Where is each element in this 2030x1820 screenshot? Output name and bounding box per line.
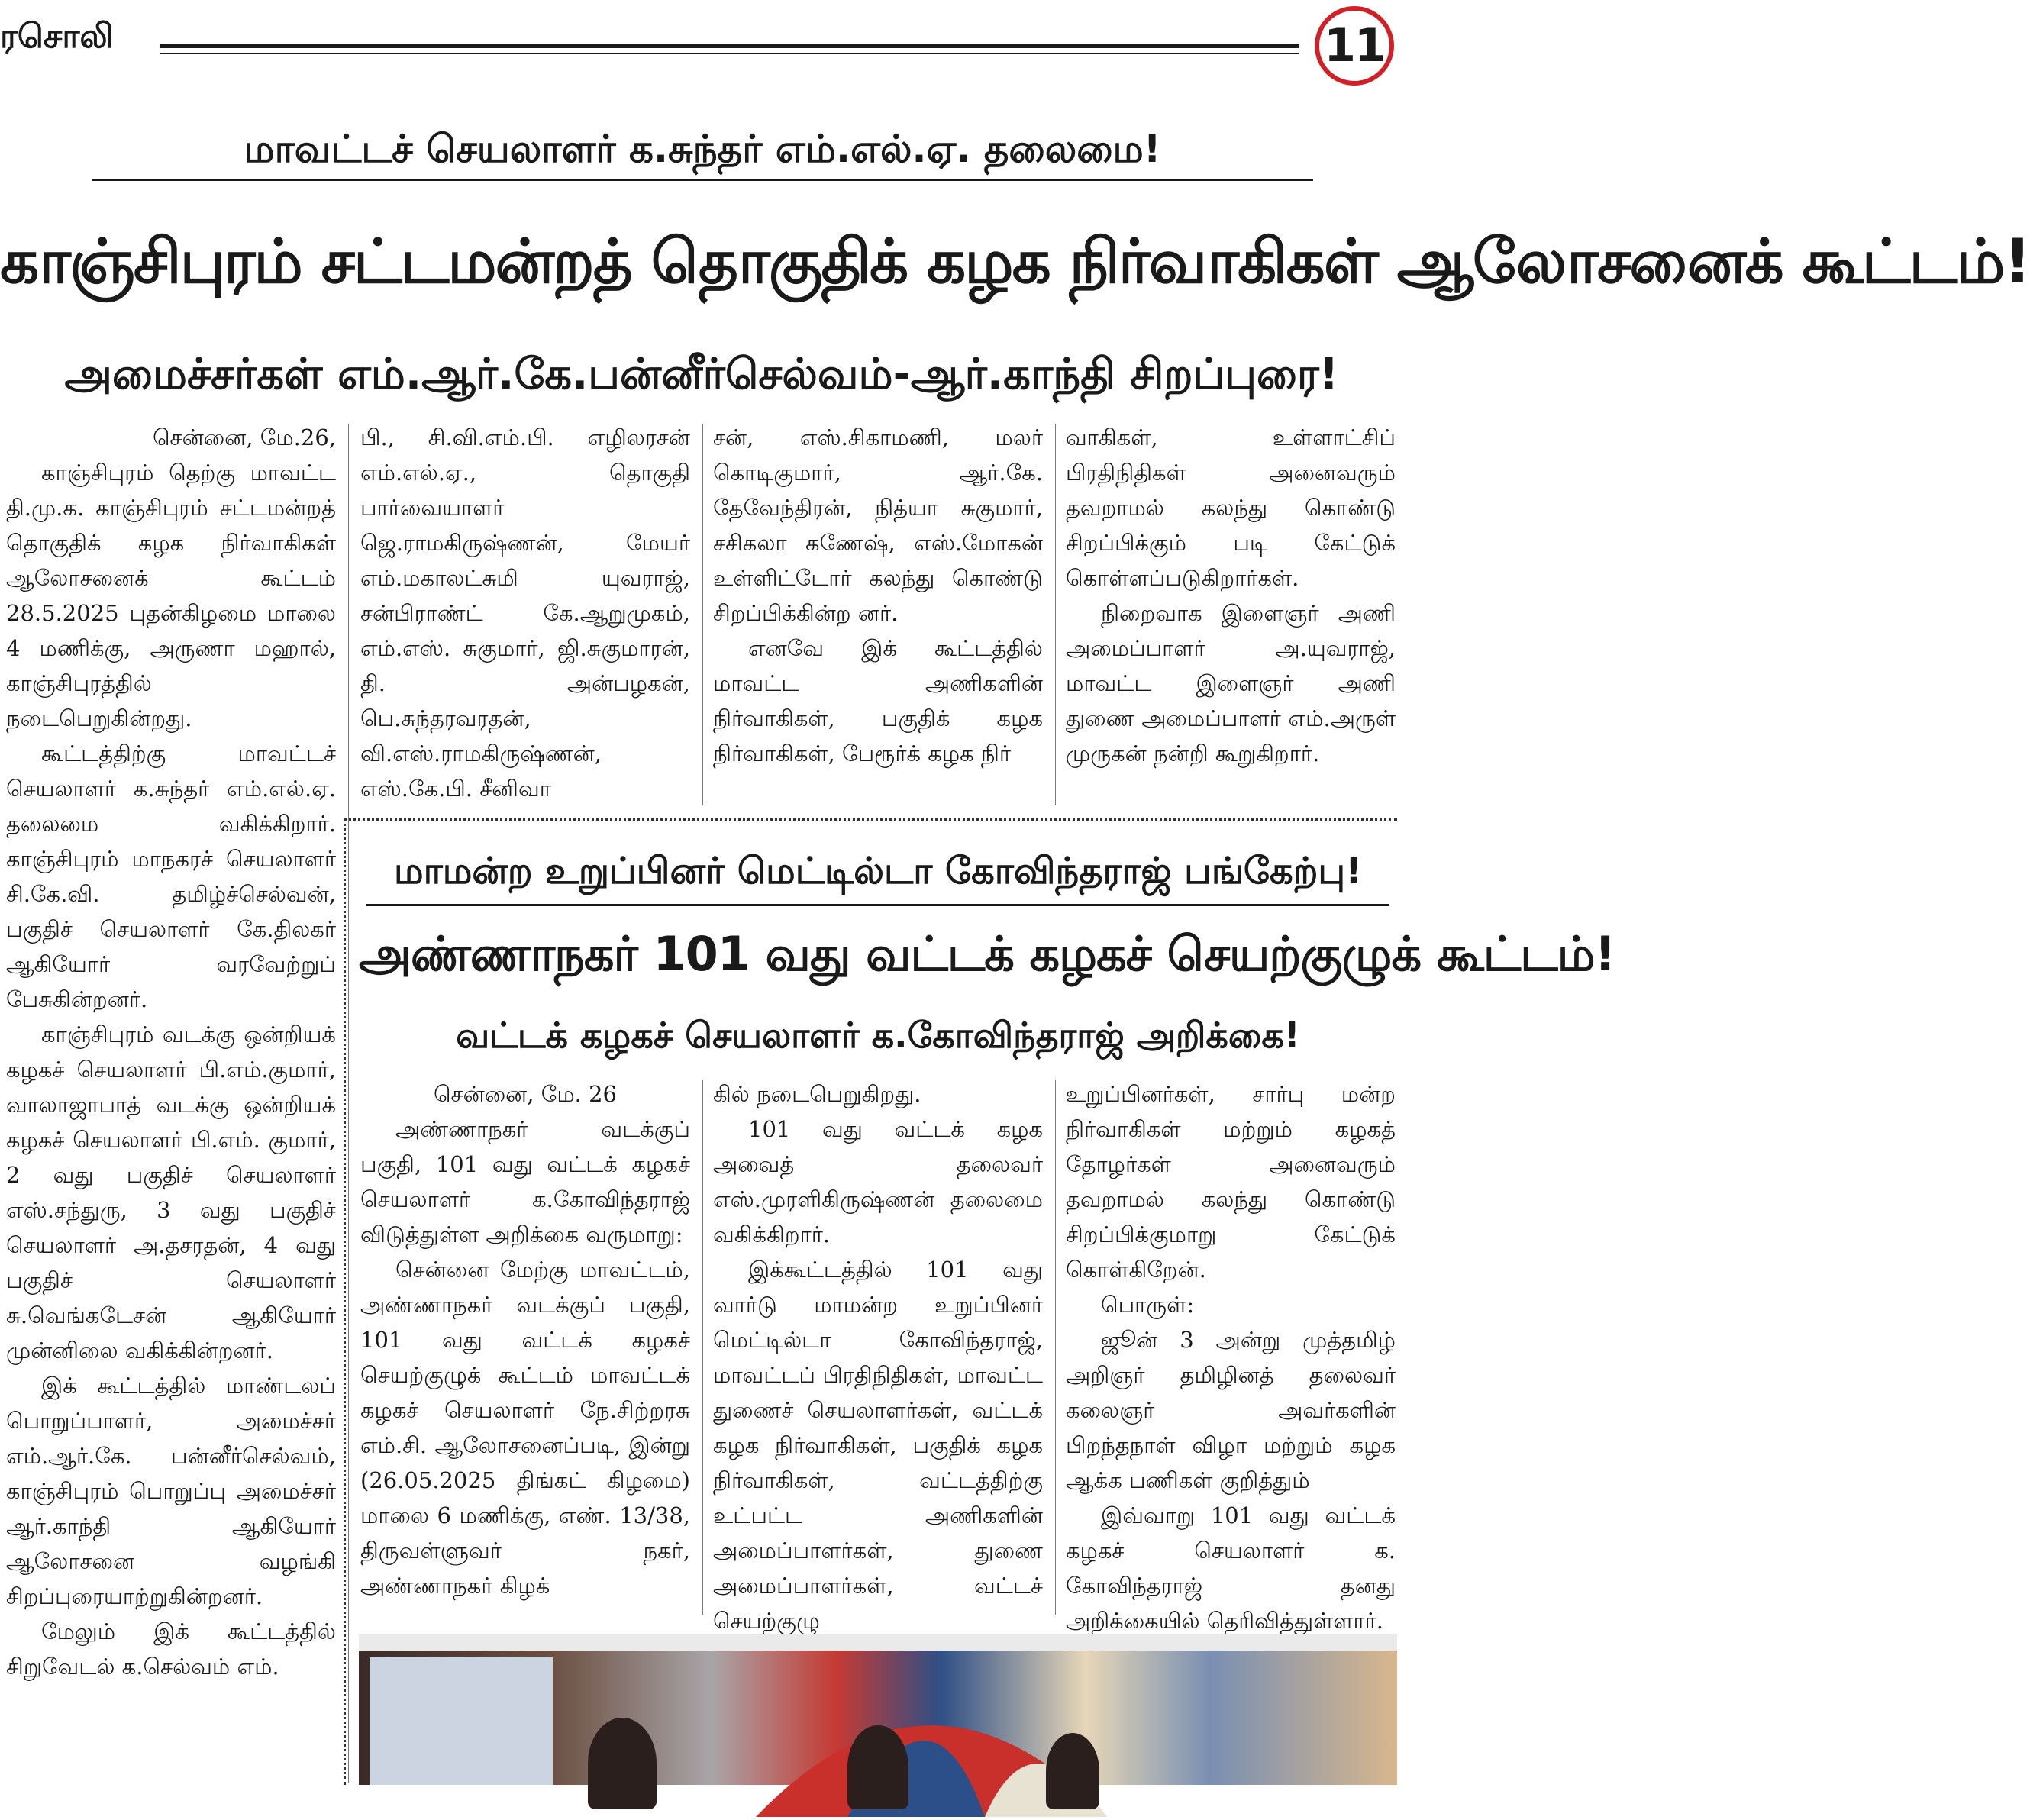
column-divider <box>1055 424 1056 805</box>
story2-dateline: சென்னை, மே. 26 <box>433 1081 617 1107</box>
paragraph: ஜூன் 3 அன்று முத்தமிழ் அறிஞர் தமிழினத் தலைவர் கலைஞர் அவர்களின் பிறந்தநாள் விழா மற்றும் கழக ஆக்க பணிகள் குறித்தும் <box>1066 1327 1396 1493</box>
story1-column-2 <box>360 420 690 809</box>
story2-border-left <box>344 818 346 1785</box>
story1-subhead: அமைச்சர்கள் எம்.ஆர்.கே.பன்னீர்செல்வம்-ஆர்.காந்தி சிறப்புரை! <box>64 350 1339 399</box>
paragraph: கில் நடைபெறுகிறது. <box>713 1081 921 1107</box>
paragraph: சன், எஸ்.சிகாமணி, மலர் கொடிகுமார், ஆர்.கே. தேவேந்திரன், நித்யா சுகுமார், சசிகலா கணேஷ், எஸ்.மோகன் உள்ளிட்டோர் கலந்து கொண்டு சிறப்பிக்கின்ற னர். <box>713 424 1043 626</box>
masthead-rule-thick <box>160 44 1299 48</box>
paragraph: இக்கூட்டத்தில் 101 வது வார்டு மாமன்ற உறுப்பினர் மெட்டில்டா கோவிந்தராஜ், மாவட்டப் பிரதிநிதிகள், மாவட்ட துணைச் செயலாளர்கள், வட்டக் கழக நிர்வாகிகள், பகுதிக் கழக நிர்வாகிகள், வட்டத்திற்கு உட்பட்ட அணிகளின் அமைப்பாளர்கள், துணை அமைப்பாளர்கள், வட்டச் செயற்குழு <box>713 1257 1043 1634</box>
story1-column-3 <box>713 420 1043 809</box>
paragraph: அண்ணாநகர் வடக்குப் பகுதி, 101 வது வட்டக் கழகச் செயலாளர் க.கோவிந்தராஜ் விடுத்துள்ள அறிக்கை வருமாறு: <box>360 1116 690 1247</box>
story1-dateline: சென்னை, மே.26, <box>152 424 336 450</box>
newspaper-name: ரசொலி <box>0 17 115 56</box>
paragraph: சென்னை மேற்கு மாவட்டம், அண்ணாநகர் வடக்குப் பகுதி, 101 வது வட்டக் கழகச் செயற்குழுக் கூட்டம் மாவட்டக் கழகச் செயலாளர் நே.சிற்றரசு எம்.சி. ஆலோசனைப்படி, இன்று (26.05.2025 திங்கட் கிழமை) மாலை 6 மணிக்கு, எண். 13/38, திருவள்ளுவர் நகர், அண்ணாநகர் கிழக் <box>360 1257 690 1599</box>
paragraph: காஞ்சிபுரம் வடக்கு ஒன்றியக் கழகச் செயலாளர் பி.எம்.குமார், வாலாஜாபாத் வடக்கு ஒன்றியக் கழகச் செயலாளர் பி.எம். குமார், 2 வது பகுதிச் செயலாளர் எஸ்.சந்துரு, 3 வது பகுதிச் செயலாளர் அ.தசரதன், 4 வது பகுதிச் செயலாளர் சு.வெங்கடேசன் ஆகியோர் முன்னிலை வகிக்கின்றனர். <box>6 1021 336 1363</box>
story2-column-3 <box>1066 1076 1396 1634</box>
story2-headline: அண்ணாநகர் 101 வது வட்டக் கழகச் செயற்குழுக் கூட்டம்! <box>359 926 1615 982</box>
paragraph: வாகிகள், உள்ளாட்சிப் பிரதிநிதிகள் அனைவரும் தவறாமல் கலந்து கொண்டு சிறப்பிக்கும் படி கேட்டுக் கொள்ளப்படுகிறார்கள். <box>1066 424 1396 591</box>
column-divider <box>348 424 349 1783</box>
photo-border <box>359 1634 1397 1651</box>
page-number-badge <box>1315 6 1394 86</box>
masthead-rule-thin <box>160 53 1299 54</box>
story1-kicker-rule <box>92 179 1313 181</box>
page-number: 11 <box>1324 19 1385 73</box>
story1-column-4 <box>1066 420 1396 809</box>
person-figure <box>847 1725 908 1809</box>
event-photo <box>359 1634 1397 1785</box>
column-divider <box>1055 1080 1056 1615</box>
story1-column-1 <box>6 420 336 1783</box>
paragraph: எனவே இக் கூட்டத்தில் மாவட்ட அணிகளின் நிர்வாகிகள், பகுதிக் கழக நிர்வாகிகள், பேரூர்க் கழக நிர் <box>713 635 1043 766</box>
paragraph: உறுப்பினர்கள், சார்பு மன்ற நிர்வாகிகள் மற்றும் கழகத் தோழர்கள் அனைவரும் தவறாமல் கலந்து கொண்டு சிறப்பிக்குமாறு கேட்டுக் கொள்கிறேன். <box>1066 1081 1396 1283</box>
paragraph: காஞ்சிபுரம் தெற்கு மாவட்ட தி.மு.க. காஞ்சிபுரம் சட்டமன்றத் தொகுதிக் கழக நிர்வாகிகள் ஆலோசனைக் கூட்டம் 28.5.2025 புதன்கிழமை மாலை 4 மணிக்கு, அருணா மஹால், காஞ்சிபுரத்தில் நடைபெறுகின்றது. <box>6 460 336 731</box>
paragraph: நிறைவாக இளைஞர் அணி அமைப்பாளர் அ.யுவராஜ், மாவட்ட இளைஞர் அணி துணை அமைப்பாளர் எம்.அருள் முருகன் நன்றி கூறுகிறார். <box>1066 600 1396 766</box>
paragraph: பி., சி.வி.எம்.பி. எழிலரசன் எம்.எல்.ஏ., தொகுதி பார்வையாளர் ஜெ.ராமகிருஷ்ணன், மேயர் எம்.மகாலட்சுமி யுவராஜ், சன்பிராண்ட் கே.ஆறுமுகம், எம்.எஸ். சுகுமார், ஜி.சுகுமாரன், தி. அன்பழகன், பெ.சுந்தரவரதன், வி.எஸ்.ராமகிருஷ்ணன், எஸ்.கே.பி. சீனிவா <box>360 424 690 802</box>
story2-kicker: மாமன்ற உறுப்பினர் மெட்டில்டா கோவிந்தராஜ் பங்கேற்பு! <box>394 850 1362 892</box>
story2-column-1 <box>360 1076 690 1618</box>
paragraph: பொருள்: <box>1101 1292 1195 1318</box>
paragraph: இக் கூட்டத்தில் மாண்டலப் பொறுப்பாளர், அமைச்சர் எம்.ஆர்.கே. பன்னீர்செல்வம், காஞ்சிபுரம் பொறுப்பு அமைச்சர் ஆர்.காந்தி ஆகியோர் ஆலோசனை வழங்கி சிறப்புரையாற்றுகின்றனர். <box>6 1373 336 1609</box>
paragraph: மேலும் இக் கூட்டத்தில் சிறுவேடல் க.செல்வம் எம். <box>6 1618 336 1680</box>
story1-headline: காஞ்சிபுரம் சட்டமன்றத் தொகுதிக் கழக நிர்வாகிகள் ஆலோசனைக் கூட்டம்! <box>0 226 2030 297</box>
paragraph: 101 வது வட்டக் கழக அவைத் தலைவர் எஸ்.முரளிகிருஷ்ணன் தலைமை வகிக்கிறார். <box>713 1116 1043 1247</box>
column-divider <box>702 424 703 805</box>
person-figure <box>588 1718 657 1809</box>
paragraph: இவ்வாறு 101 வது வட்டக் கழகச் செயலாளர் க. கோவிந்தராஜ் தனது அறிக்கையில் தெரிவித்துள்ளார். <box>1066 1502 1396 1634</box>
masthead <box>0 0 1403 92</box>
story2-border-top <box>344 818 1397 821</box>
story2-column-2 <box>713 1076 1043 1634</box>
paragraph: கூட்டத்திற்கு மாவட்டச் செயலாளர் க.சுந்தர் எம்.எல்.ஏ. தலைமை வகிக்கிறார். காஞ்சிபுரம் மாநகரச் செயலாளர் சி.கே.வி. தமிழ்ச்செல்வன், பகுதிச் செயலாளர் கே.திலகர் ஆகியோர் வரவேற்றுப் பேசுகின்றனர். <box>6 741 336 1012</box>
person-figure <box>1046 1733 1099 1809</box>
column-divider <box>702 1080 703 1615</box>
story1-kicker: மாவட்டச் செயலாளர் க.சுந்தர் எம்.எல்.ஏ. தலைமை! <box>244 127 1161 171</box>
leader-poster <box>370 1657 553 1785</box>
story2-subhead: வட்டக் கழகச் செயலாளர் க.கோவிந்தராஜ் அறிக்கை! <box>456 1015 1300 1056</box>
story2-kicker-rule <box>366 904 1389 906</box>
